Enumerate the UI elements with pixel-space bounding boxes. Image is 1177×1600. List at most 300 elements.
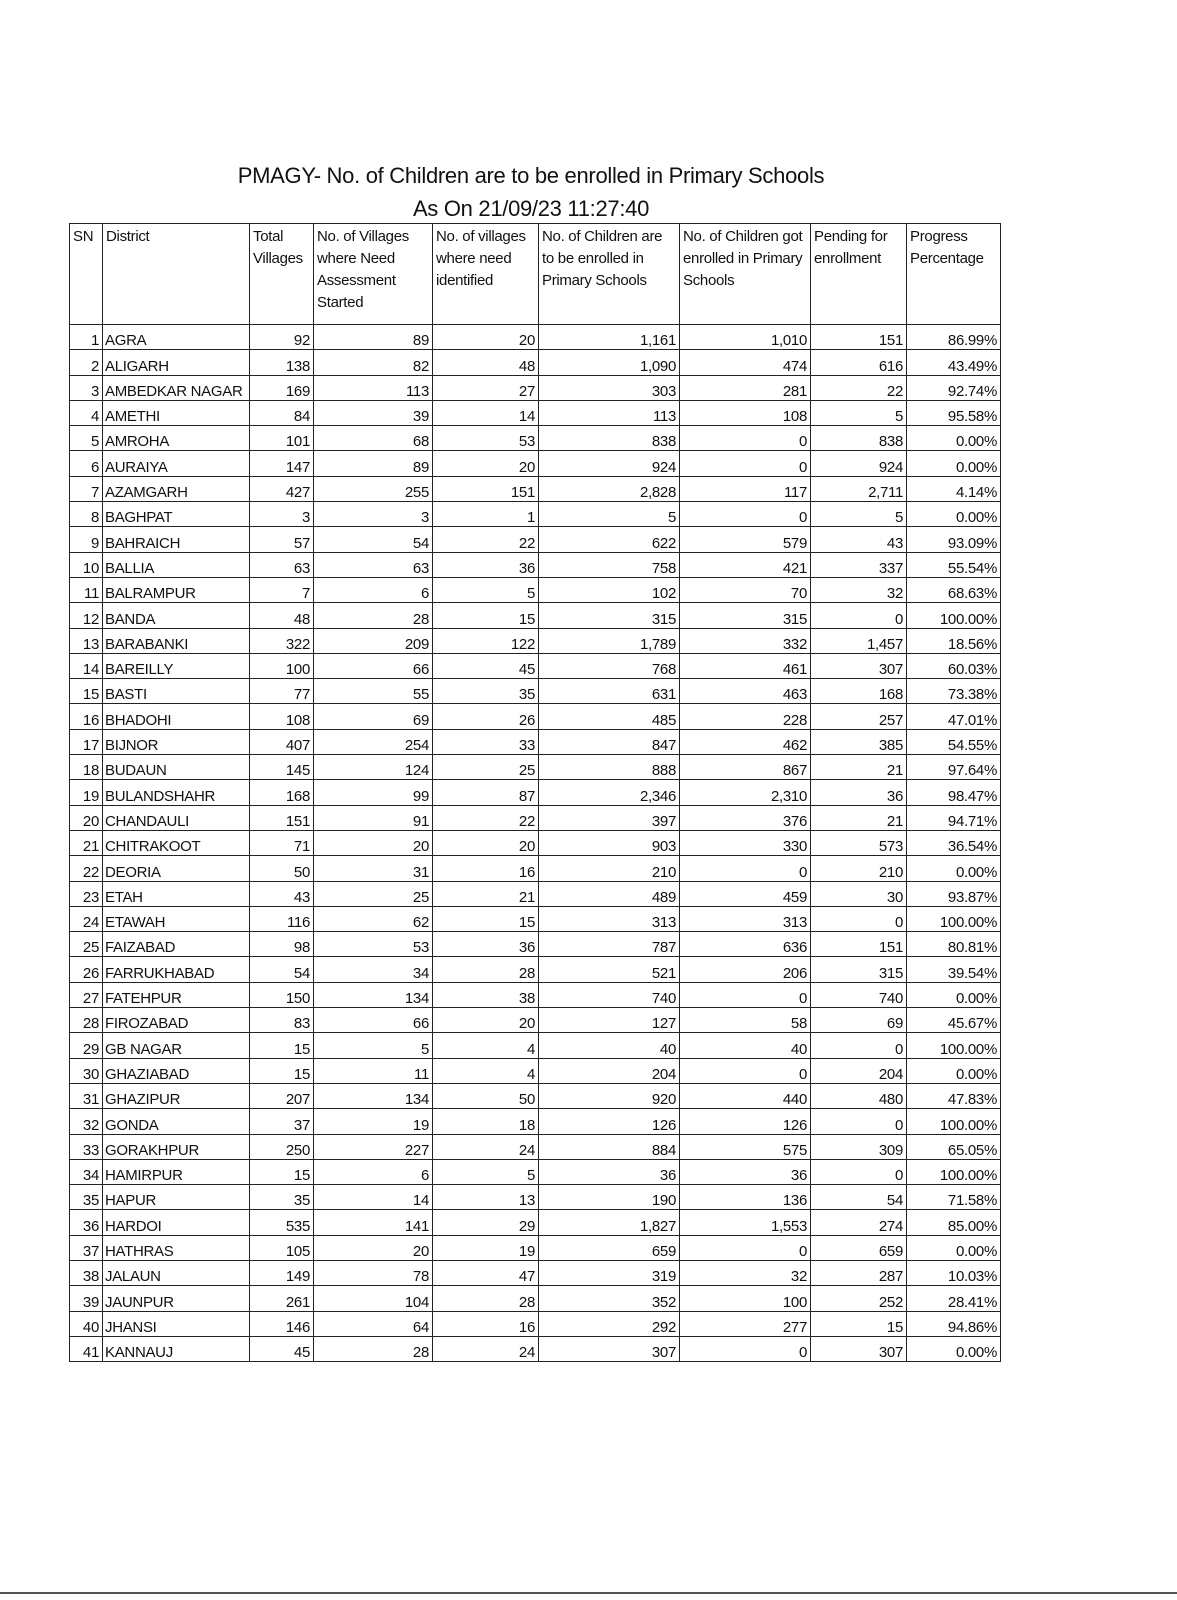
cell-need-identified: 5 [433, 577, 539, 602]
cell-children-enrolled: 332 [680, 628, 811, 653]
cell-need-identified: 53 [433, 426, 539, 451]
cell-district: GORAKHPUR [103, 1134, 250, 1159]
cell-pending: 5 [811, 400, 907, 425]
cell-total-villages: 35 [250, 1185, 314, 1210]
cell-progress: 100.00% [907, 1033, 1001, 1058]
cell-sn: 37 [70, 1235, 103, 1260]
cell-children-enrolled: 70 [680, 577, 811, 602]
cell-progress: 97.64% [907, 755, 1001, 780]
cell-progress: 0.00% [907, 502, 1001, 527]
cell-progress: 55.54% [907, 552, 1001, 577]
cell-total-villages: 63 [250, 552, 314, 577]
cell-children-enrolled: 126 [680, 1109, 811, 1134]
cell-children-enrolled: 330 [680, 830, 811, 855]
table-row [70, 1260, 1001, 1285]
cell-children-enrolled: 206 [680, 957, 811, 982]
cell-total-villages: 151 [250, 805, 314, 830]
cell-pending: 0 [811, 906, 907, 931]
cell-children-to-enroll: 113 [539, 400, 680, 425]
cell-pending: 385 [811, 729, 907, 754]
cell-need-identified: 27 [433, 375, 539, 400]
cell-pending: 36 [811, 780, 907, 805]
cell-pending: 2,711 [811, 476, 907, 501]
cell-district: BIJNOR [103, 729, 250, 754]
cell-progress: 10.03% [907, 1260, 1001, 1285]
cell-total-villages: 535 [250, 1210, 314, 1235]
cell-assessment-started: 113 [314, 375, 433, 400]
cell-district: HARDOI [103, 1210, 250, 1235]
table-row [70, 1058, 1001, 1083]
cell-sn: 17 [70, 729, 103, 754]
cell-pending: 307 [811, 653, 907, 678]
cell-children-enrolled: 0 [680, 502, 811, 527]
cell-district: HAPUR [103, 1185, 250, 1210]
cell-need-identified: 4 [433, 1058, 539, 1083]
cell-district: BASTI [103, 679, 250, 704]
cell-sn: 38 [70, 1260, 103, 1285]
cell-total-villages: 43 [250, 881, 314, 906]
table-row [70, 1185, 1001, 1210]
cell-children-to-enroll: 888 [539, 755, 680, 780]
cell-need-identified: 28 [433, 1286, 539, 1311]
cell-need-identified: 28 [433, 957, 539, 982]
cell-pending: 924 [811, 451, 907, 476]
report-title: PMAGY- No. of Children are to be enrolled in Primary Schools [237, 163, 825, 188]
table-row [70, 1159, 1001, 1184]
cell-need-identified: 1 [433, 502, 539, 527]
cell-total-villages: 101 [250, 426, 314, 451]
cell-assessment-started: 20 [314, 1235, 433, 1260]
cell-district: CHITRAKOOT [103, 830, 250, 855]
cell-total-villages: 207 [250, 1083, 314, 1108]
table-row [70, 476, 1001, 501]
cell-progress: 94.71% [907, 805, 1001, 830]
cell-children-enrolled: 474 [680, 350, 811, 375]
cell-children-to-enroll: 292 [539, 1311, 680, 1336]
cell-assessment-started: 134 [314, 1083, 433, 1108]
cell-assessment-started: 28 [314, 603, 433, 628]
cell-pending: 287 [811, 1260, 907, 1285]
cell-assessment-started: 20 [314, 830, 433, 855]
cell-total-villages: 48 [250, 603, 314, 628]
cell-children-enrolled: 228 [680, 704, 811, 729]
cell-total-villages: 105 [250, 1235, 314, 1260]
cell-progress: 0.00% [907, 982, 1001, 1007]
table-row [70, 830, 1001, 855]
cell-children-to-enroll: 1,161 [539, 325, 680, 350]
cell-assessment-started: 99 [314, 780, 433, 805]
cell-assessment-started: 89 [314, 325, 433, 350]
table-row [70, 628, 1001, 653]
cell-sn: 8 [70, 502, 103, 527]
cell-children-enrolled: 579 [680, 527, 811, 552]
cell-sn: 13 [70, 628, 103, 653]
cell-children-to-enroll: 659 [539, 1235, 680, 1260]
cell-need-identified: 33 [433, 729, 539, 754]
cell-progress: 86.99% [907, 325, 1001, 350]
cell-need-identified: 13 [433, 1185, 539, 1210]
cell-assessment-started: 78 [314, 1260, 433, 1285]
cell-assessment-started: 104 [314, 1286, 433, 1311]
cell-assessment-started: 34 [314, 957, 433, 982]
cell-pending: 257 [811, 704, 907, 729]
cell-children-to-enroll: 2,828 [539, 476, 680, 501]
cell-progress: 68.63% [907, 577, 1001, 602]
cell-pending: 307 [811, 1336, 907, 1361]
cell-children-to-enroll: 210 [539, 856, 680, 881]
cell-children-enrolled: 315 [680, 603, 811, 628]
cell-sn: 36 [70, 1210, 103, 1235]
enrollment-table [69, 223, 1001, 1362]
table-row [70, 957, 1001, 982]
cell-assessment-started: 6 [314, 577, 433, 602]
table-row [70, 1083, 1001, 1108]
cell-need-identified: 14 [433, 400, 539, 425]
table-row [70, 679, 1001, 704]
cell-progress: 0.00% [907, 426, 1001, 451]
cell-children-enrolled: 108 [680, 400, 811, 425]
cell-total-villages: 100 [250, 653, 314, 678]
cell-sn: 4 [70, 400, 103, 425]
cell-children-enrolled: 867 [680, 755, 811, 780]
cell-total-villages: 7 [250, 577, 314, 602]
cell-pending: 838 [811, 426, 907, 451]
cell-assessment-started: 69 [314, 704, 433, 729]
cell-total-villages: 84 [250, 400, 314, 425]
cell-children-enrolled: 0 [680, 1235, 811, 1260]
cell-assessment-started: 31 [314, 856, 433, 881]
cell-need-identified: 36 [433, 932, 539, 957]
table-row [70, 1336, 1001, 1361]
cell-pending: 274 [811, 1210, 907, 1235]
col-children-enrolled: No. of Children got enrolled in Primary Schools [680, 224, 811, 325]
cell-children-to-enroll: 2,346 [539, 780, 680, 805]
cell-sn: 33 [70, 1134, 103, 1159]
table-row [70, 704, 1001, 729]
cell-need-identified: 48 [433, 350, 539, 375]
cell-children-to-enroll: 768 [539, 653, 680, 678]
cell-children-to-enroll: 903 [539, 830, 680, 855]
cell-children-enrolled: 117 [680, 476, 811, 501]
table-row [70, 1210, 1001, 1235]
cell-district: AMROHA [103, 426, 250, 451]
cell-progress: 71.58% [907, 1185, 1001, 1210]
col-need-identified: No. of villages where need identified [433, 224, 539, 325]
cell-children-enrolled: 421 [680, 552, 811, 577]
cell-assessment-started: 227 [314, 1134, 433, 1159]
report-date: As On 21/09/23 11:27:40 [412, 196, 650, 221]
cell-district: AMBEDKAR NAGAR [103, 375, 250, 400]
cell-total-villages: 407 [250, 729, 314, 754]
cell-district: CHANDAULI [103, 805, 250, 830]
cell-children-to-enroll: 631 [539, 679, 680, 704]
cell-need-identified: 19 [433, 1235, 539, 1260]
cell-assessment-started: 63 [314, 552, 433, 577]
cell-need-identified: 35 [433, 679, 539, 704]
cell-children-enrolled: 463 [680, 679, 811, 704]
cell-assessment-started: 54 [314, 527, 433, 552]
cell-need-identified: 45 [433, 653, 539, 678]
cell-need-identified: 20 [433, 325, 539, 350]
cell-assessment-started: 39 [314, 400, 433, 425]
cell-district: BANDA [103, 603, 250, 628]
cell-sn: 16 [70, 704, 103, 729]
cell-children-enrolled: 100 [680, 1286, 811, 1311]
cell-district: FIROZABAD [103, 1008, 250, 1033]
cell-assessment-started: 124 [314, 755, 433, 780]
table-row [70, 603, 1001, 628]
cell-sn: 25 [70, 932, 103, 957]
cell-assessment-started: 28 [314, 1336, 433, 1361]
cell-sn: 2 [70, 350, 103, 375]
cell-children-to-enroll: 204 [539, 1058, 680, 1083]
cell-need-identified: 15 [433, 906, 539, 931]
cell-sn: 32 [70, 1109, 103, 1134]
cell-progress: 100.00% [907, 906, 1001, 931]
cell-total-villages: 45 [250, 1336, 314, 1361]
cell-children-to-enroll: 397 [539, 805, 680, 830]
cell-district: KANNAUJ [103, 1336, 250, 1361]
cell-pending: 30 [811, 881, 907, 906]
cell-children-to-enroll: 489 [539, 881, 680, 906]
cell-children-enrolled: 2,310 [680, 780, 811, 805]
cell-sn: 5 [70, 426, 103, 451]
cell-children-to-enroll: 319 [539, 1260, 680, 1285]
cell-assessment-started: 64 [314, 1311, 433, 1336]
cell-progress: 73.38% [907, 679, 1001, 704]
table-row [70, 426, 1001, 451]
cell-total-villages: 250 [250, 1134, 314, 1159]
cell-sn: 31 [70, 1083, 103, 1108]
cell-district: GB NAGAR [103, 1033, 250, 1058]
cell-children-to-enroll: 521 [539, 957, 680, 982]
cell-need-identified: 24 [433, 1134, 539, 1159]
table-row [70, 400, 1001, 425]
cell-pending: 1,457 [811, 628, 907, 653]
cell-need-identified: 25 [433, 755, 539, 780]
cell-pending: 0 [811, 1109, 907, 1134]
table-row [70, 527, 1001, 552]
cell-progress: 93.09% [907, 527, 1001, 552]
cell-total-villages: 37 [250, 1109, 314, 1134]
cell-progress: 4.14% [907, 476, 1001, 501]
cell-assessment-started: 5 [314, 1033, 433, 1058]
cell-total-villages: 83 [250, 1008, 314, 1033]
cell-pending: 151 [811, 325, 907, 350]
cell-district: GONDA [103, 1109, 250, 1134]
cell-children-enrolled: 0 [680, 856, 811, 881]
table-row [70, 375, 1001, 400]
cell-district: AGRA [103, 325, 250, 350]
cell-progress: 47.01% [907, 704, 1001, 729]
cell-district: BUDAUN [103, 755, 250, 780]
cell-pending: 740 [811, 982, 907, 1007]
cell-need-identified: 18 [433, 1109, 539, 1134]
cell-assessment-started: 82 [314, 350, 433, 375]
cell-sn: 10 [70, 552, 103, 577]
cell-total-villages: 71 [250, 830, 314, 855]
cell-assessment-started: 68 [314, 426, 433, 451]
cell-pending: 573 [811, 830, 907, 855]
cell-total-villages: 15 [250, 1058, 314, 1083]
cell-need-identified: 151 [433, 476, 539, 501]
cell-assessment-started: 66 [314, 1008, 433, 1033]
cell-total-villages: 147 [250, 451, 314, 476]
cell-progress: 92.74% [907, 375, 1001, 400]
cell-district: JALAUN [103, 1260, 250, 1285]
cell-pending: 15 [811, 1311, 907, 1336]
cell-progress: 39.54% [907, 957, 1001, 982]
cell-children-to-enroll: 924 [539, 451, 680, 476]
cell-district: AURAIYA [103, 451, 250, 476]
cell-pending: 168 [811, 679, 907, 704]
cell-need-identified: 38 [433, 982, 539, 1007]
cell-children-enrolled: 462 [680, 729, 811, 754]
cell-need-identified: 16 [433, 1311, 539, 1336]
cell-district: BALRAMPUR [103, 577, 250, 602]
cell-need-identified: 87 [433, 780, 539, 805]
cell-children-enrolled: 440 [680, 1083, 811, 1108]
cell-need-identified: 50 [433, 1083, 539, 1108]
cell-assessment-started: 19 [314, 1109, 433, 1134]
table-row [70, 1286, 1001, 1311]
cell-need-identified: 21 [433, 881, 539, 906]
cell-need-identified: 122 [433, 628, 539, 653]
cell-pending: 337 [811, 552, 907, 577]
table-row [70, 780, 1001, 805]
col-district: District [103, 224, 250, 325]
cell-sn: 9 [70, 527, 103, 552]
cell-district: BAHRAICH [103, 527, 250, 552]
cell-assessment-started: 6 [314, 1159, 433, 1184]
cell-progress: 60.03% [907, 653, 1001, 678]
cell-total-villages: 15 [250, 1159, 314, 1184]
cell-district: JAUNPUR [103, 1286, 250, 1311]
cell-pending: 151 [811, 932, 907, 957]
cell-district: AZAMGARH [103, 476, 250, 501]
table-row [70, 932, 1001, 957]
cell-progress: 95.58% [907, 400, 1001, 425]
cell-progress: 85.00% [907, 1210, 1001, 1235]
cell-assessment-started: 66 [314, 653, 433, 678]
cell-children-enrolled: 575 [680, 1134, 811, 1159]
cell-sn: 12 [70, 603, 103, 628]
cell-need-identified: 24 [433, 1336, 539, 1361]
cell-assessment-started: 25 [314, 881, 433, 906]
cell-children-to-enroll: 5 [539, 502, 680, 527]
cell-children-to-enroll: 127 [539, 1008, 680, 1033]
cell-pending: 54 [811, 1185, 907, 1210]
cell-children-to-enroll: 847 [539, 729, 680, 754]
cell-children-enrolled: 313 [680, 906, 811, 931]
cell-progress: 18.56% [907, 628, 1001, 653]
table-row [70, 1134, 1001, 1159]
cell-need-identified: 5 [433, 1159, 539, 1184]
cell-progress: 65.05% [907, 1134, 1001, 1159]
cell-need-identified: 4 [433, 1033, 539, 1058]
cell-sn: 30 [70, 1058, 103, 1083]
cell-total-villages: 108 [250, 704, 314, 729]
cell-pending: 21 [811, 755, 907, 780]
cell-total-villages: 138 [250, 350, 314, 375]
cell-sn: 20 [70, 805, 103, 830]
table-row [70, 325, 1001, 350]
cell-sn: 35 [70, 1185, 103, 1210]
cell-total-villages: 169 [250, 375, 314, 400]
cell-district: BAREILLY [103, 653, 250, 678]
cell-total-villages: 77 [250, 679, 314, 704]
cell-total-villages: 15 [250, 1033, 314, 1058]
cell-sn: 22 [70, 856, 103, 881]
cell-need-identified: 20 [433, 1008, 539, 1033]
cell-pending: 0 [811, 603, 907, 628]
cell-sn: 6 [70, 451, 103, 476]
cell-need-identified: 20 [433, 830, 539, 855]
cell-sn: 28 [70, 1008, 103, 1033]
cell-sn: 15 [70, 679, 103, 704]
cell-need-identified: 36 [433, 552, 539, 577]
cell-children-enrolled: 40 [680, 1033, 811, 1058]
cell-pending: 43 [811, 527, 907, 552]
cell-assessment-started: 141 [314, 1210, 433, 1235]
cell-district: FATEHPUR [103, 982, 250, 1007]
cell-need-identified: 29 [433, 1210, 539, 1235]
cell-sn: 11 [70, 577, 103, 602]
cell-assessment-started: 53 [314, 932, 433, 957]
cell-pending: 480 [811, 1083, 907, 1108]
cell-pending: 22 [811, 375, 907, 400]
cell-children-to-enroll: 40 [539, 1033, 680, 1058]
cell-sn: 24 [70, 906, 103, 931]
col-total-villages: Total Villages [250, 224, 314, 325]
cell-pending: 252 [811, 1286, 907, 1311]
cell-children-to-enroll: 758 [539, 552, 680, 577]
cell-total-villages: 54 [250, 957, 314, 982]
cell-total-villages: 145 [250, 755, 314, 780]
cell-district: FAIZABAD [103, 932, 250, 957]
cell-children-enrolled: 0 [680, 426, 811, 451]
cell-district: HAMIRPUR [103, 1159, 250, 1184]
cell-children-enrolled: 459 [680, 881, 811, 906]
cell-need-identified: 15 [433, 603, 539, 628]
cell-pending: 0 [811, 1033, 907, 1058]
table-row [70, 577, 1001, 602]
cell-children-enrolled: 277 [680, 1311, 811, 1336]
cell-children-enrolled: 136 [680, 1185, 811, 1210]
cell-total-villages: 57 [250, 527, 314, 552]
cell-pending: 315 [811, 957, 907, 982]
cell-children-enrolled: 0 [680, 982, 811, 1007]
cell-pending: 204 [811, 1058, 907, 1083]
cell-district: ALIGARH [103, 350, 250, 375]
cell-progress: 80.81% [907, 932, 1001, 957]
table-row [70, 856, 1001, 881]
cell-district: JHANSI [103, 1311, 250, 1336]
cell-progress: 43.49% [907, 350, 1001, 375]
cell-progress: 0.00% [907, 856, 1001, 881]
cell-assessment-started: 89 [314, 451, 433, 476]
cell-total-villages: 3 [250, 502, 314, 527]
cell-district: HATHRAS [103, 1235, 250, 1260]
cell-district: AMETHI [103, 400, 250, 425]
cell-progress: 36.54% [907, 830, 1001, 855]
cell-progress: 100.00% [907, 1159, 1001, 1184]
cell-sn: 3 [70, 375, 103, 400]
cell-district: BARABANKI [103, 628, 250, 653]
cell-pending: 5 [811, 502, 907, 527]
cell-children-enrolled: 32 [680, 1260, 811, 1285]
table-row [70, 881, 1001, 906]
